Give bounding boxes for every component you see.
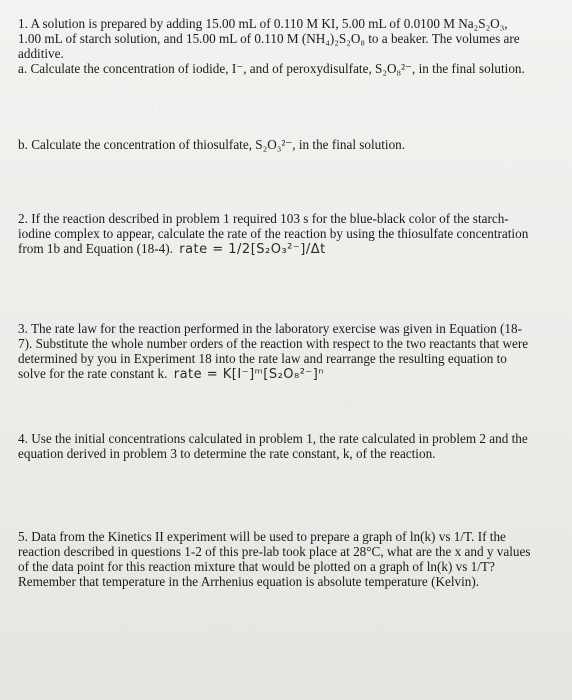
question-2-line: iodine complex to appear, calculate the rate of the reaction by using the thiosulfate concentration [18, 226, 529, 241]
bleed-through-mark: · · · [330, 395, 348, 409]
bleed-through-mark: · · · [210, 620, 228, 634]
question-1-line: 1. A solution is prepared by adding 15.00 mL of 0.110 M KI, 5.00 mL of 0.0100 M Na₂S₂O₃, [18, 16, 508, 31]
question-1b [18, 137, 563, 152]
question-5-line: 5. Data from the Kinetics II experiment will be used to prepare a graph of ln(k) vs 1/T. If the [18, 529, 506, 544]
question-4-line: equation derived in problem 3 to determine the rate constant, k, of the reaction. [18, 446, 436, 461]
question-5-line: of the data point for this reaction mixture that would be plotted on a graph of ln(k) vs 1/T? [18, 559, 495, 574]
question-3-line: 7). Substitute the whole number orders of the reaction with respect to the two reactants that were [18, 336, 529, 351]
question-4-line: 4. Use the initial concentrations calculated in problem 1, the rate calculated in problem 2 and the [18, 431, 528, 446]
question-1-line: additive. [18, 46, 64, 61]
question-3-line-text: solve for the rate constant k. [18, 366, 168, 381]
question-2 [18, 211, 563, 257]
question-3 [18, 321, 563, 382]
question-3-line: 3. The rate law for the reaction performed in the laboratory exercise was given in Equation (18- [18, 321, 522, 336]
handwritten-rate-expression: rate = 1/2[S₂O₃²⁻]/Δt [179, 242, 326, 257]
question-4 [18, 431, 563, 461]
handwritten-rate-law: rate = K[I⁻]ᵐ[S₂O₈²⁻]ⁿ [173, 367, 325, 382]
question-5-line: reaction described in questions 1-2 of this pre-lab took place at 28°C, what are the x and y values [18, 544, 531, 559]
question-3-line [18, 366, 563, 382]
question-3-line: determined by you in Experiment 18 into the rate law and rearrange the resulting equation to [18, 351, 507, 366]
bleed-through-mark: · · · [150, 100, 168, 114]
question-1-line: 1.00 mL of starch solution, and 15.00 mL of 0.110 M (NH₄)₂S₂O₈ to a beaker. The volumes are [18, 31, 520, 46]
question-2-line: 2. If the reaction described in problem 1 required 103 s for the blue-black color of the starch- [18, 211, 509, 226]
question-1a: a. Calculate the concentration of iodide, I⁻, and of peroxydisulfate, S₂O₈²⁻, in the final solution. [18, 61, 525, 76]
question-5-line: Remember that temperature in the Arrhenius equation is absolute temperature (Kelvin). [18, 574, 480, 589]
question-1 [18, 16, 563, 76]
question-2-line [18, 241, 563, 257]
question-1b-text: b. Calculate the concentration of thiosulfate, S₂O₃²⁻, in the final solution. [18, 137, 406, 152]
question-5 [18, 529, 563, 589]
question-2-line-text: from 1b and Equation (18-4). [18, 241, 173, 256]
